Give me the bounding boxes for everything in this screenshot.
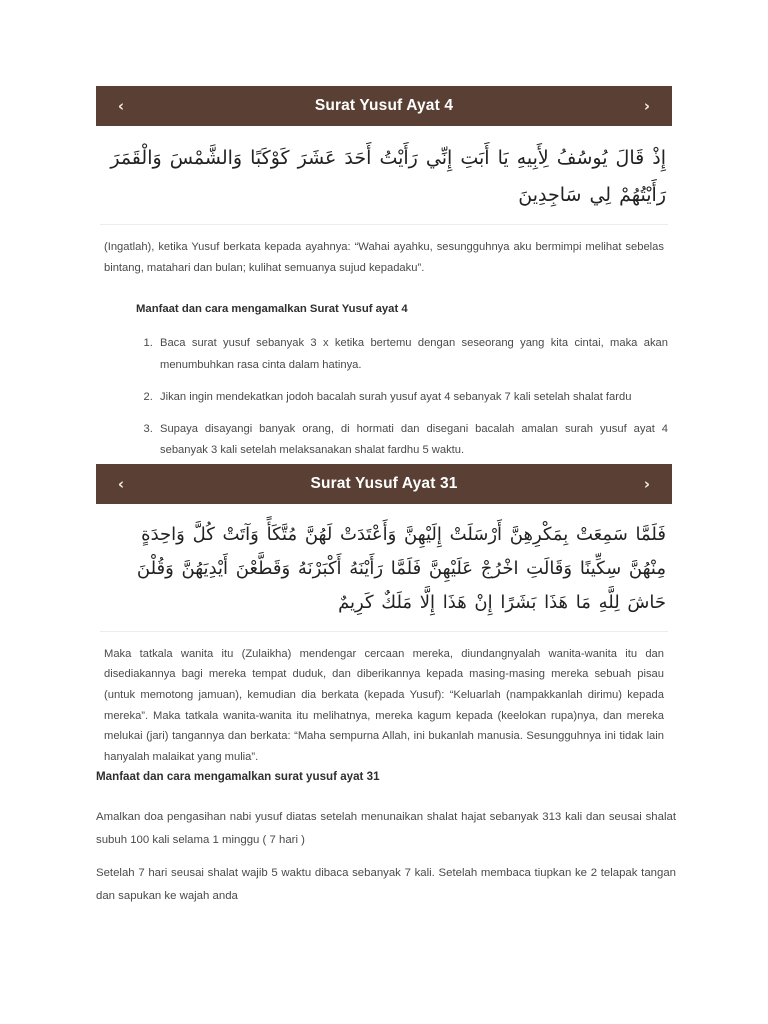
list-item: 2. Jikan ingin mendekatkan jodoh bacalah surah yusuf ayat 4 sebanyak 7 kali setelah shalat fardu [156, 387, 668, 409]
benefits-heading: Manfaat dan cara mengamalkan Surat Yusuf ayat 4 [136, 303, 408, 315]
verse-section-ayat-4 [96, 86, 672, 285]
notes-block-ayat-31 [96, 770, 676, 783]
verse-title: Surat Yusuf Ayat 31 [310, 475, 458, 492]
chevron-right-icon[interactable]: › [643, 474, 651, 493]
list-item: 3. Supaya disayangi banyak orang, di hormati dan disegani bacalah amalan surah yusuf ayat 4 sebanyak 3 kali setelah melaksanakan shalat fardhu 5 waktu. [156, 419, 668, 463]
notes-paragraph-1-wrap [96, 806, 676, 852]
list-item: 1. Baca surat yusuf sebanyak 3 x ketika bertemu dengan seseorang yang kita cintai, maka akan menumbuhkan rasa cinta dalam hatinya. [156, 333, 668, 377]
benefits-block-ayat-4 [136, 303, 668, 462]
verse-section-ayat-31 [96, 464, 672, 774]
verse-translation: (Ingatlah), ketika Yusuf berkata kepada ayahnya: “Wahai ayahku, sesungguhnya aku bermimpi melihat sebelas bintang, matahari dan bulan; kulihat semuanya sujud kepadaku”. [104, 241, 664, 274]
arabic-verse-text: فَلَمَّا سَمِعَتْ بِمَكْرِهِنَّ أَرْسَلَتْ إِلَيْهِنَّ وَأَعْتَدَتْ لَهُنَّ مُتَّكَأً وَآتَتْ كُلَّ وَاحِدَةٍ مِنْهُنَّ سِكِّينًا وَقَالَتِ اخْرُجْ عَلَيْهِنَّ فَلَمَّا رَأَيْنَهُ أَكْبَرْنَهُ وَقَطَّعْنَ أَيْدِيَهُنَّ وَقُلْنَ حَاشَ لِلَّهِ مَا هَذَا بَشَرًا إِنْ هَذَا إِلَّا مَلَكٌ كَرِيمٌ [136, 524, 666, 614]
benefits-list [136, 333, 668, 462]
verse-translation: Maka tatkala wanita itu (Zulaikha) mendengar cercaan mereka, diundangnyalah wanita-wanita itu dan disediakannya bagi mereka tempat duduk, dan diberikannya kepada masing-masing mereka sebuah pisau (untuk memotong jamuan), kemudian dia berkata (kepada Yusuf): “Keluarlah (nampakkanlah dirimu) kepada mereka”. Maka tatkala wanita-wanita itu melihatnya, mereka kagum kepada (keelokan rupa)nya, dan mereka melukai (jari) tangannya dan berkata: “Maha sempurna Allah, ini bukanlah manusia. Sesungguhnya ini tidak lain hanyalah malaikat yang mulia”. [104, 647, 664, 764]
verse-header-ayat-4 [96, 86, 672, 126]
notes-paragraph: Amalkan doa pengasihan nabi yusuf diatas setelah menunaikan shalat hajat sebanyak 313 kali dan seusai shalat subuh 100 kali selama 1 minggu ( 7 hari ) [96, 811, 676, 846]
chevron-left-icon[interactable]: ‹ [117, 474, 125, 493]
verse-header-ayat-31 [96, 464, 672, 504]
verse-title: Surat Yusuf Ayat 4 [314, 97, 454, 114]
notes-heading: Manfaat dan cara mengamalkan surat yusuf ayat 31 [96, 770, 380, 783]
chevron-right-icon[interactable]: › [643, 96, 651, 115]
notes-paragraph-2-wrap [96, 862, 676, 908]
chevron-left-icon[interactable]: ‹ [117, 96, 125, 115]
arabic-verse-text: إِذْ قَالَ يُوسُفُ لِأَبِيهِ يَا أَبَتِ إِنِّي رَأَيْتُ أَحَدَ عَشَرَ كَوْكَبًا وَالشَّمْسَ وَالْقَمَرَ رَأَيْتُهُمْ لِي سَاجِدِينَ [110, 147, 666, 207]
notes-paragraph: Setelah 7 hari seusai shalat wajib 5 waktu dibaca sebanyak 7 kali. Setelah membaca tiupkan ke 2 telapak tangan dan sapukan ke wajah anda [96, 867, 676, 902]
